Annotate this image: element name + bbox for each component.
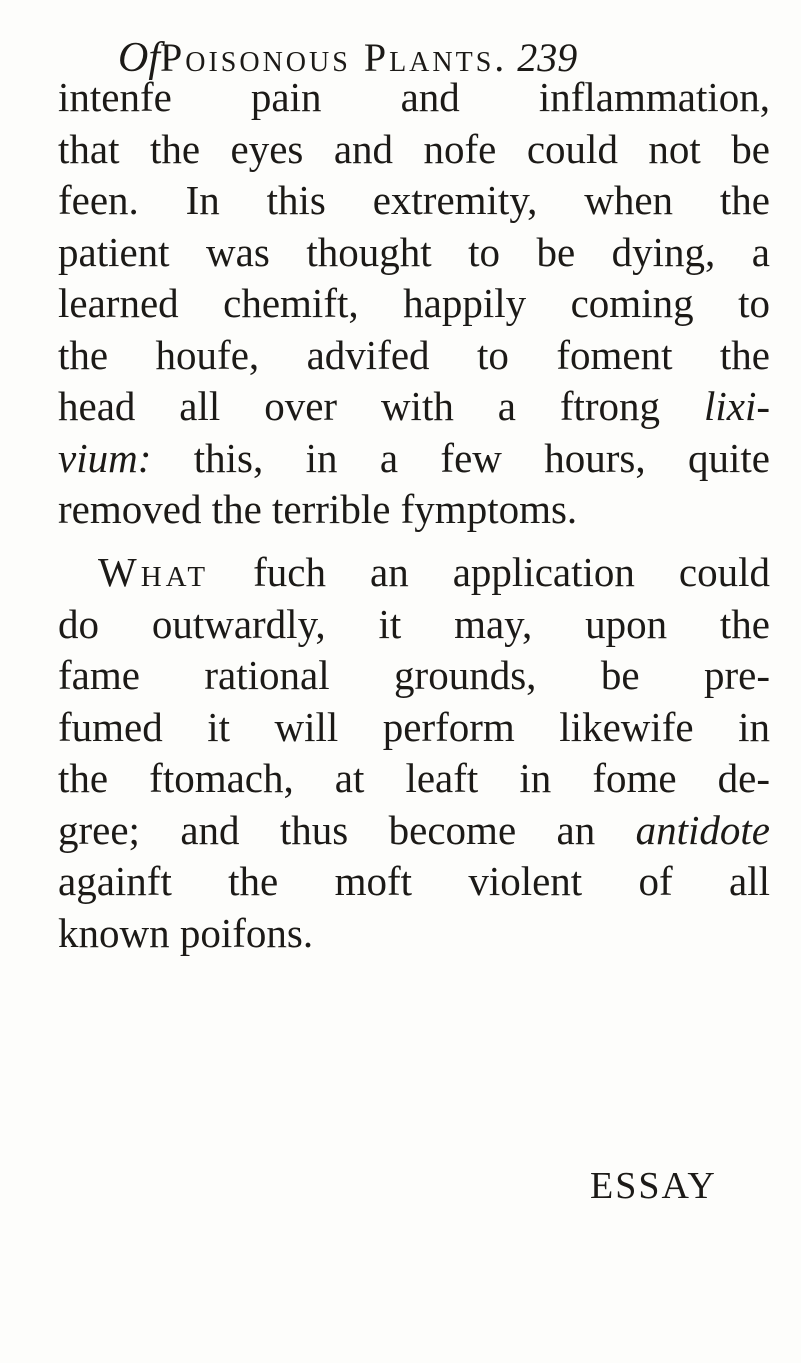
text-segment: head all over with a ftrong — [58, 383, 661, 429]
text-line: againft the moft violent of all — [58, 858, 770, 904]
text-segment: gree; and thus become an — [58, 806, 596, 853]
italic-word-antidote: antidote — [635, 806, 770, 853]
header-title: Poisonous Plants. — [160, 35, 508, 80]
header-of: Of — [118, 35, 160, 81]
text-line: fame rational grounds, be pre- — [58, 652, 770, 698]
text-line: the ftomach, at leaft in fome de- — [58, 755, 770, 801]
text-line: the houfe, advifed to foment the — [58, 331, 770, 378]
text-line — [58, 805, 770, 857]
text-line: patient was thought to be dying, a — [58, 228, 770, 275]
paragraph-1 — [58, 72, 770, 536]
text-line: feen. In this extremity, when the — [58, 177, 770, 223]
text-line: intenfe pain and inflammation, — [58, 74, 770, 120]
text-line: fumed it will perform likewife in — [58, 703, 770, 750]
text-line: removed the terrible fymptoms. — [58, 486, 578, 532]
small-caps-what: What — [98, 549, 210, 595]
italic-word-vium: vium: — [58, 434, 152, 481]
text-segment: fuch an application could — [209, 549, 770, 595]
text-segment: this, in a few hours, quite — [193, 434, 770, 481]
text-line — [58, 547, 770, 599]
paragraph-2 — [58, 547, 770, 959]
text-line: known poifons. — [58, 909, 314, 956]
text-line: learned chemift, happily coming to — [58, 280, 770, 326]
italic-word-lixi: lixi- — [703, 383, 771, 429]
text-line — [58, 381, 770, 433]
text-line: do outwardly, it may, upon the — [58, 600, 770, 647]
catchword: ESSAY — [590, 1165, 717, 1207]
text-line: that the eyes and nofe could not be — [58, 125, 770, 172]
text-line — [58, 433, 770, 485]
page-number: 239 — [517, 35, 578, 80]
